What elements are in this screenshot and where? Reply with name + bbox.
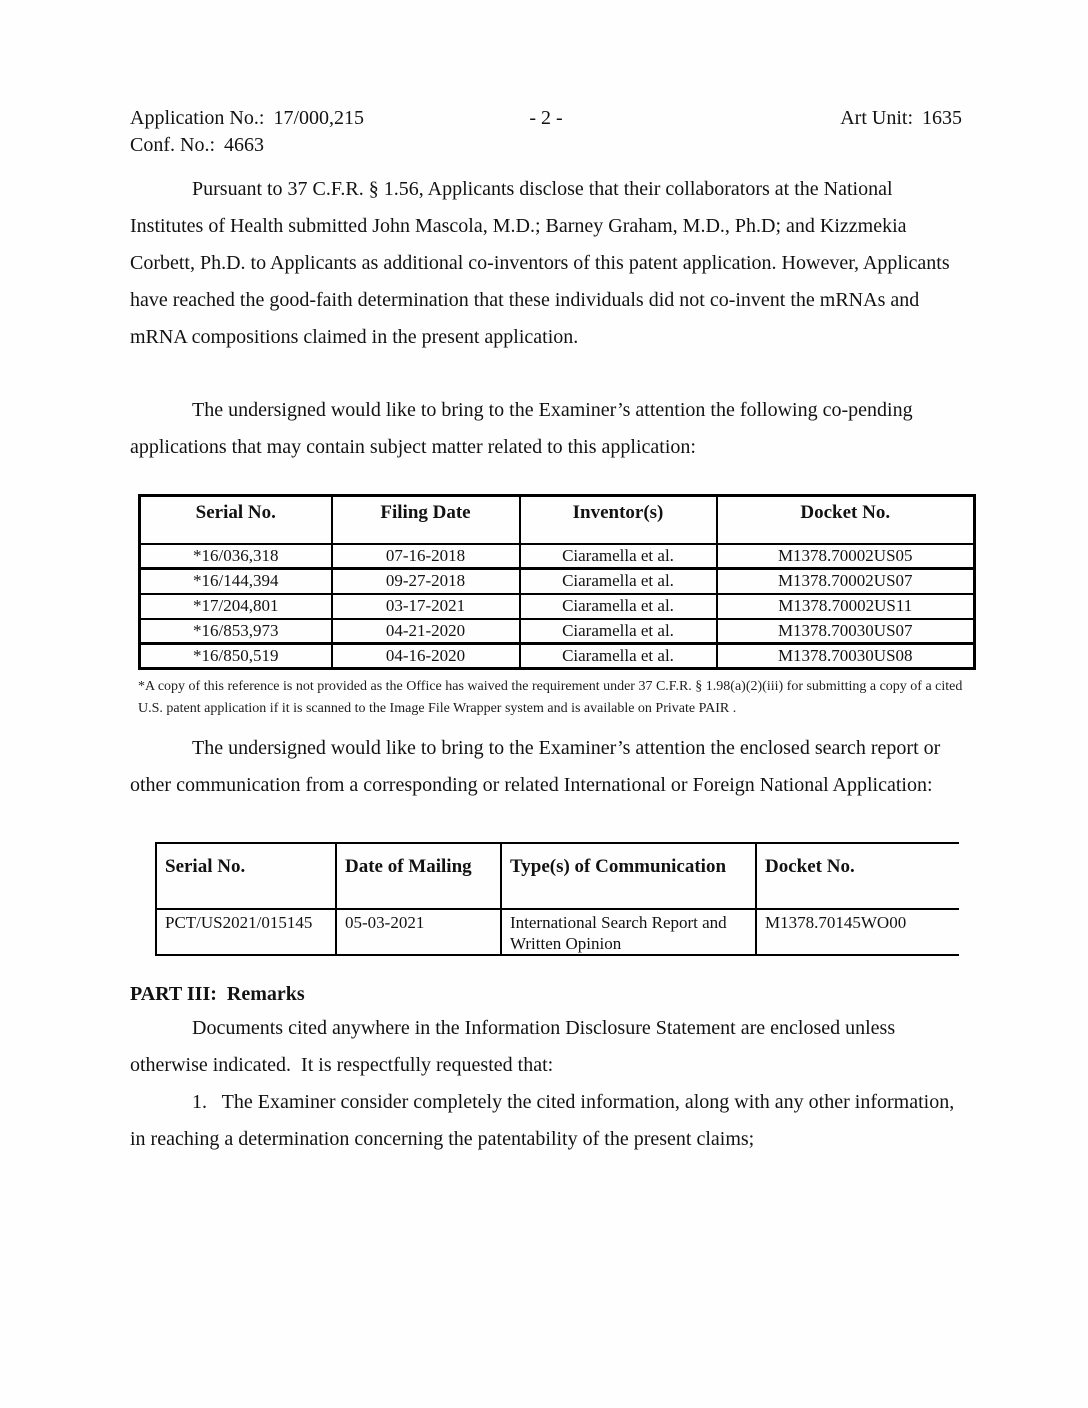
column-header-filing-date: Filing Date <box>332 496 520 544</box>
paragraph-search-report-intro: The undersigned would like to bring to the Examiner’s attention the enclosed search report or other communication from a corresponding or related International or Foreign National Application: <box>130 737 946 796</box>
cell-filing-date: 07-16-2018 <box>332 544 520 569</box>
cell-date-of-mailing: 05-03-2021 <box>336 909 501 955</box>
cell-inventors: Ciaramella et al. <box>520 594 717 619</box>
column-header-docket-no: Docket No. <box>717 496 975 544</box>
cell-serial-no: *16/036,318 <box>140 544 332 569</box>
confirmation-number-label: Conf. No.: <box>130 134 215 156</box>
table-header-row <box>156 843 959 909</box>
column-header-serial-no: Serial No. <box>156 843 336 909</box>
remarks-list-item-1: 1. The Examiner consider completely the cited information, along with any other information, in reaching a determination concerning the patentability of the present claims; <box>130 1091 960 1150</box>
column-header-inventors: Inventor(s) <box>520 496 717 544</box>
paragraph-remarks-intro: Documents cited anywhere in the Information Disclosure Statement are enclosed unless otherwise indicated. It is respectfully requested that: <box>130 1017 901 1076</box>
art-unit-field <box>563 105 962 132</box>
cell-docket-no: M1378.70002US07 <box>717 569 975 594</box>
cell-docket-no: M1378.70002US11 <box>717 594 975 619</box>
application-number-field <box>130 105 529 132</box>
cell-serial-no: *16/144,394 <box>140 569 332 594</box>
table-row <box>140 644 975 669</box>
cell-type-of-communication: International Search Report and Written Opinion <box>501 909 756 955</box>
page-number: - 2 - <box>529 107 563 129</box>
art-unit-value: 1635 <box>922 107 963 129</box>
table-row <box>156 909 959 955</box>
cell-inventors: Ciaramella et al. <box>520 644 717 669</box>
copending-applications-table <box>138 494 976 670</box>
column-header-type-of-communication: Type(s) of Communication <box>501 843 756 909</box>
cell-inventors: Ciaramella et al. <box>520 544 717 569</box>
cell-serial-no: *17/204,801 <box>140 594 332 619</box>
column-header-date-of-mailing: Date of Mailing <box>336 843 501 909</box>
application-number-label: Application No.: <box>130 107 265 129</box>
table-row <box>140 544 975 569</box>
confirmation-number-value: 4663 <box>224 134 264 156</box>
cell-filing-date: 04-21-2020 <box>332 619 520 644</box>
page-header-line-1 <box>130 105 962 132</box>
cell-serial-no: *16/853,973 <box>140 619 332 644</box>
column-header-docket-no: Docket No. <box>756 843 959 909</box>
application-number-value: 17/000,215 <box>273 107 364 129</box>
paragraph-copending-intro: The undersigned would like to bring to the Examiner’s attention the following co-pending applications that may contain subject matter related to this application: <box>130 399 918 458</box>
page-header-line-2 <box>130 132 962 159</box>
table-row <box>140 619 975 644</box>
cell-docket-no: M1378.70030US07 <box>717 619 975 644</box>
part-iii-remarks-heading: PART III: Remarks <box>130 983 305 1005</box>
cell-serial-no: *16/850,519 <box>140 644 332 669</box>
cell-filing-date: 03-17-2021 <box>332 594 520 619</box>
table-row <box>140 594 975 619</box>
column-header-serial-no: Serial No. <box>140 496 332 544</box>
cell-inventors: Ciaramella et al. <box>520 569 717 594</box>
cell-docket-no: M1378.70030US08 <box>717 644 975 669</box>
art-unit-label: Art Unit: <box>840 107 914 129</box>
cell-serial-no: PCT/US2021/015145 <box>156 909 336 955</box>
cell-filing-date: 04-16-2020 <box>332 644 520 669</box>
cell-docket-no: M1378.70145WO00 <box>756 909 959 955</box>
foreign-communication-table <box>155 842 959 956</box>
table-row <box>140 569 975 594</box>
table-footnote: *A copy of this reference is not provided as the Office has waived the requirement under 37 C.F.R. § 1.98(a)(2)(iii) for submitting a copy of a cited U.S. patent application if it is scanned to the Image File Wrapper system and is available on Private PAIR . <box>138 679 966 716</box>
paragraph-inventorship-disclosure: Pursuant to 37 C.F.R. § 1.56, Applicants disclose that their collaborators at the National Institutes of Health submitted John Mascola, M.D.; Barney Graham, M.D., Ph.D; and Kizzmekia Corbett, Ph.D. to Applicants as additional co-inventors of this patent application. However, Applicants have reached the good-faith determination that these individuals did not co-invent the mRNAs and mRNA compositions claimed in the present application. <box>130 178 955 348</box>
table-header-row <box>140 496 975 544</box>
cell-filing-date: 09-27-2018 <box>332 569 520 594</box>
cell-docket-no: M1378.70002US05 <box>717 544 975 569</box>
confirmation-number-field <box>130 132 962 159</box>
cell-inventors: Ciaramella et al. <box>520 619 717 644</box>
